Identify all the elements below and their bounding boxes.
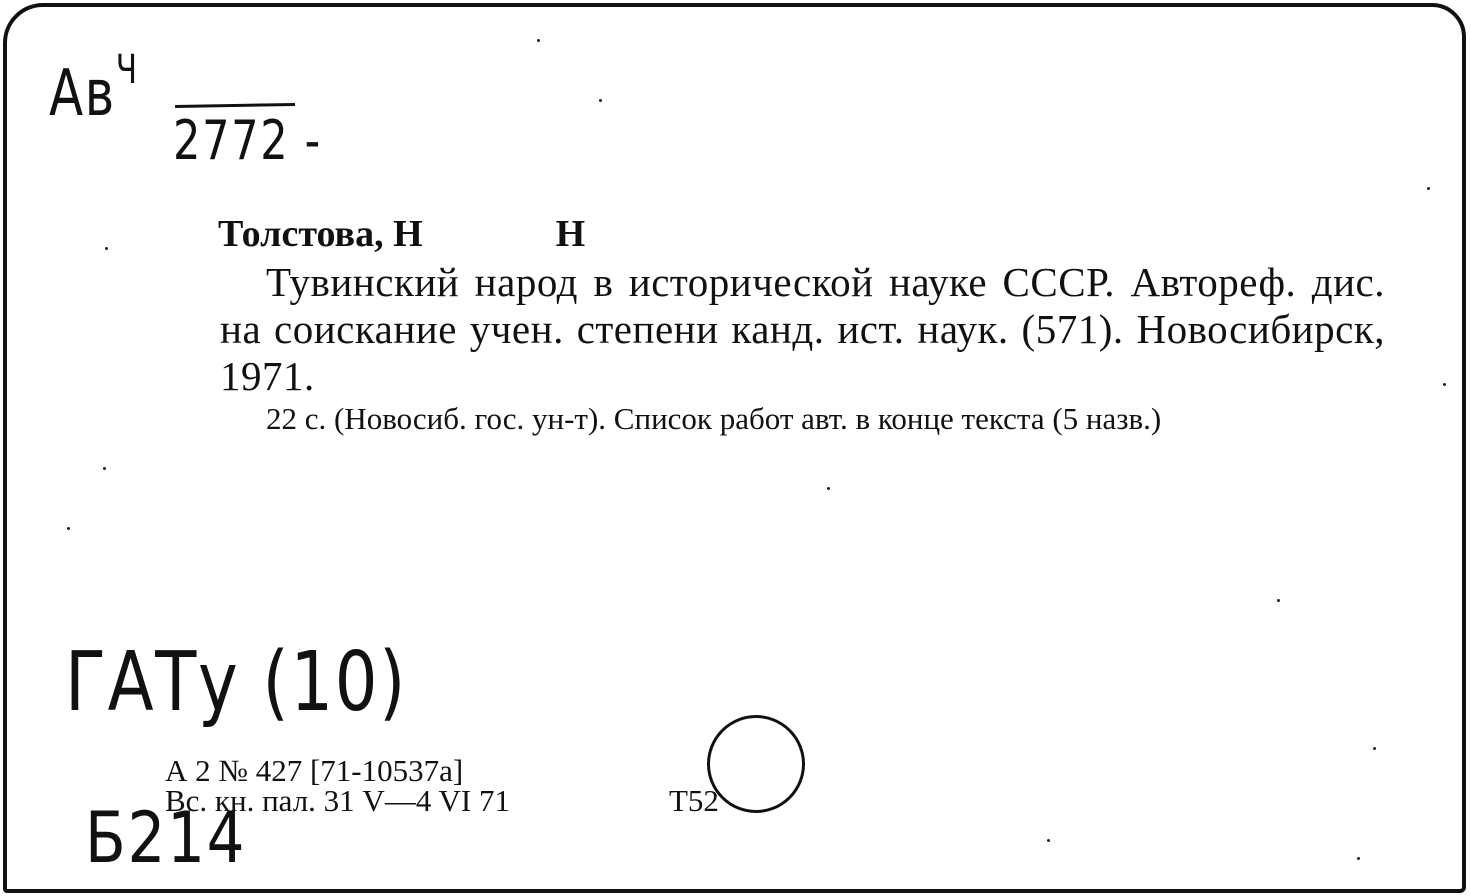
collation-note: 22 с. (Новосиб. гос. ун-т). Список работ авт. в конце текста (5 назв.) [266, 401, 1162, 436]
scan-speck [1357, 857, 1360, 860]
scan-speck [67, 527, 70, 530]
scan-speck [1443, 383, 1446, 386]
scan-speck [1277, 599, 1280, 602]
author-heading: Толстова, Н Н [218, 213, 586, 255]
stamp-code: Т52 [669, 783, 719, 818]
scan-speck [103, 467, 106, 470]
scan-speck [537, 39, 540, 42]
book-chamber-line: Вс. кн. пал. 31 V—4 VI 71 [165, 783, 510, 818]
shelf-mark-superscript: Ч [115, 47, 139, 93]
scan-speck [105, 247, 108, 250]
round-stamp [707, 715, 805, 813]
catalog-card [3, 3, 1466, 893]
shelf-mark-number: 2772 - [173, 109, 322, 172]
scan-speck [1373, 747, 1376, 750]
title-description: Тувинский народ в исторической науке СССР. Автореф. дис. на соискание учен. степени канд. ист. наук. (571). Новосибирск, 1971. [220, 259, 1385, 399]
scan-speck [827, 487, 830, 490]
library-code: ГАТу (10) [65, 635, 408, 730]
shelf-mark-prefix: $Ав^Ч$ [49, 47, 139, 131]
scan-speck [599, 99, 602, 102]
scan-speck [1047, 839, 1050, 842]
registry-number: А 2 № 427 [71-10537а] [165, 753, 464, 788]
shelf-mark-overline [175, 103, 295, 108]
scan-speck [1427, 187, 1430, 190]
bottom-inventory-code: Б214 [85, 797, 247, 879]
